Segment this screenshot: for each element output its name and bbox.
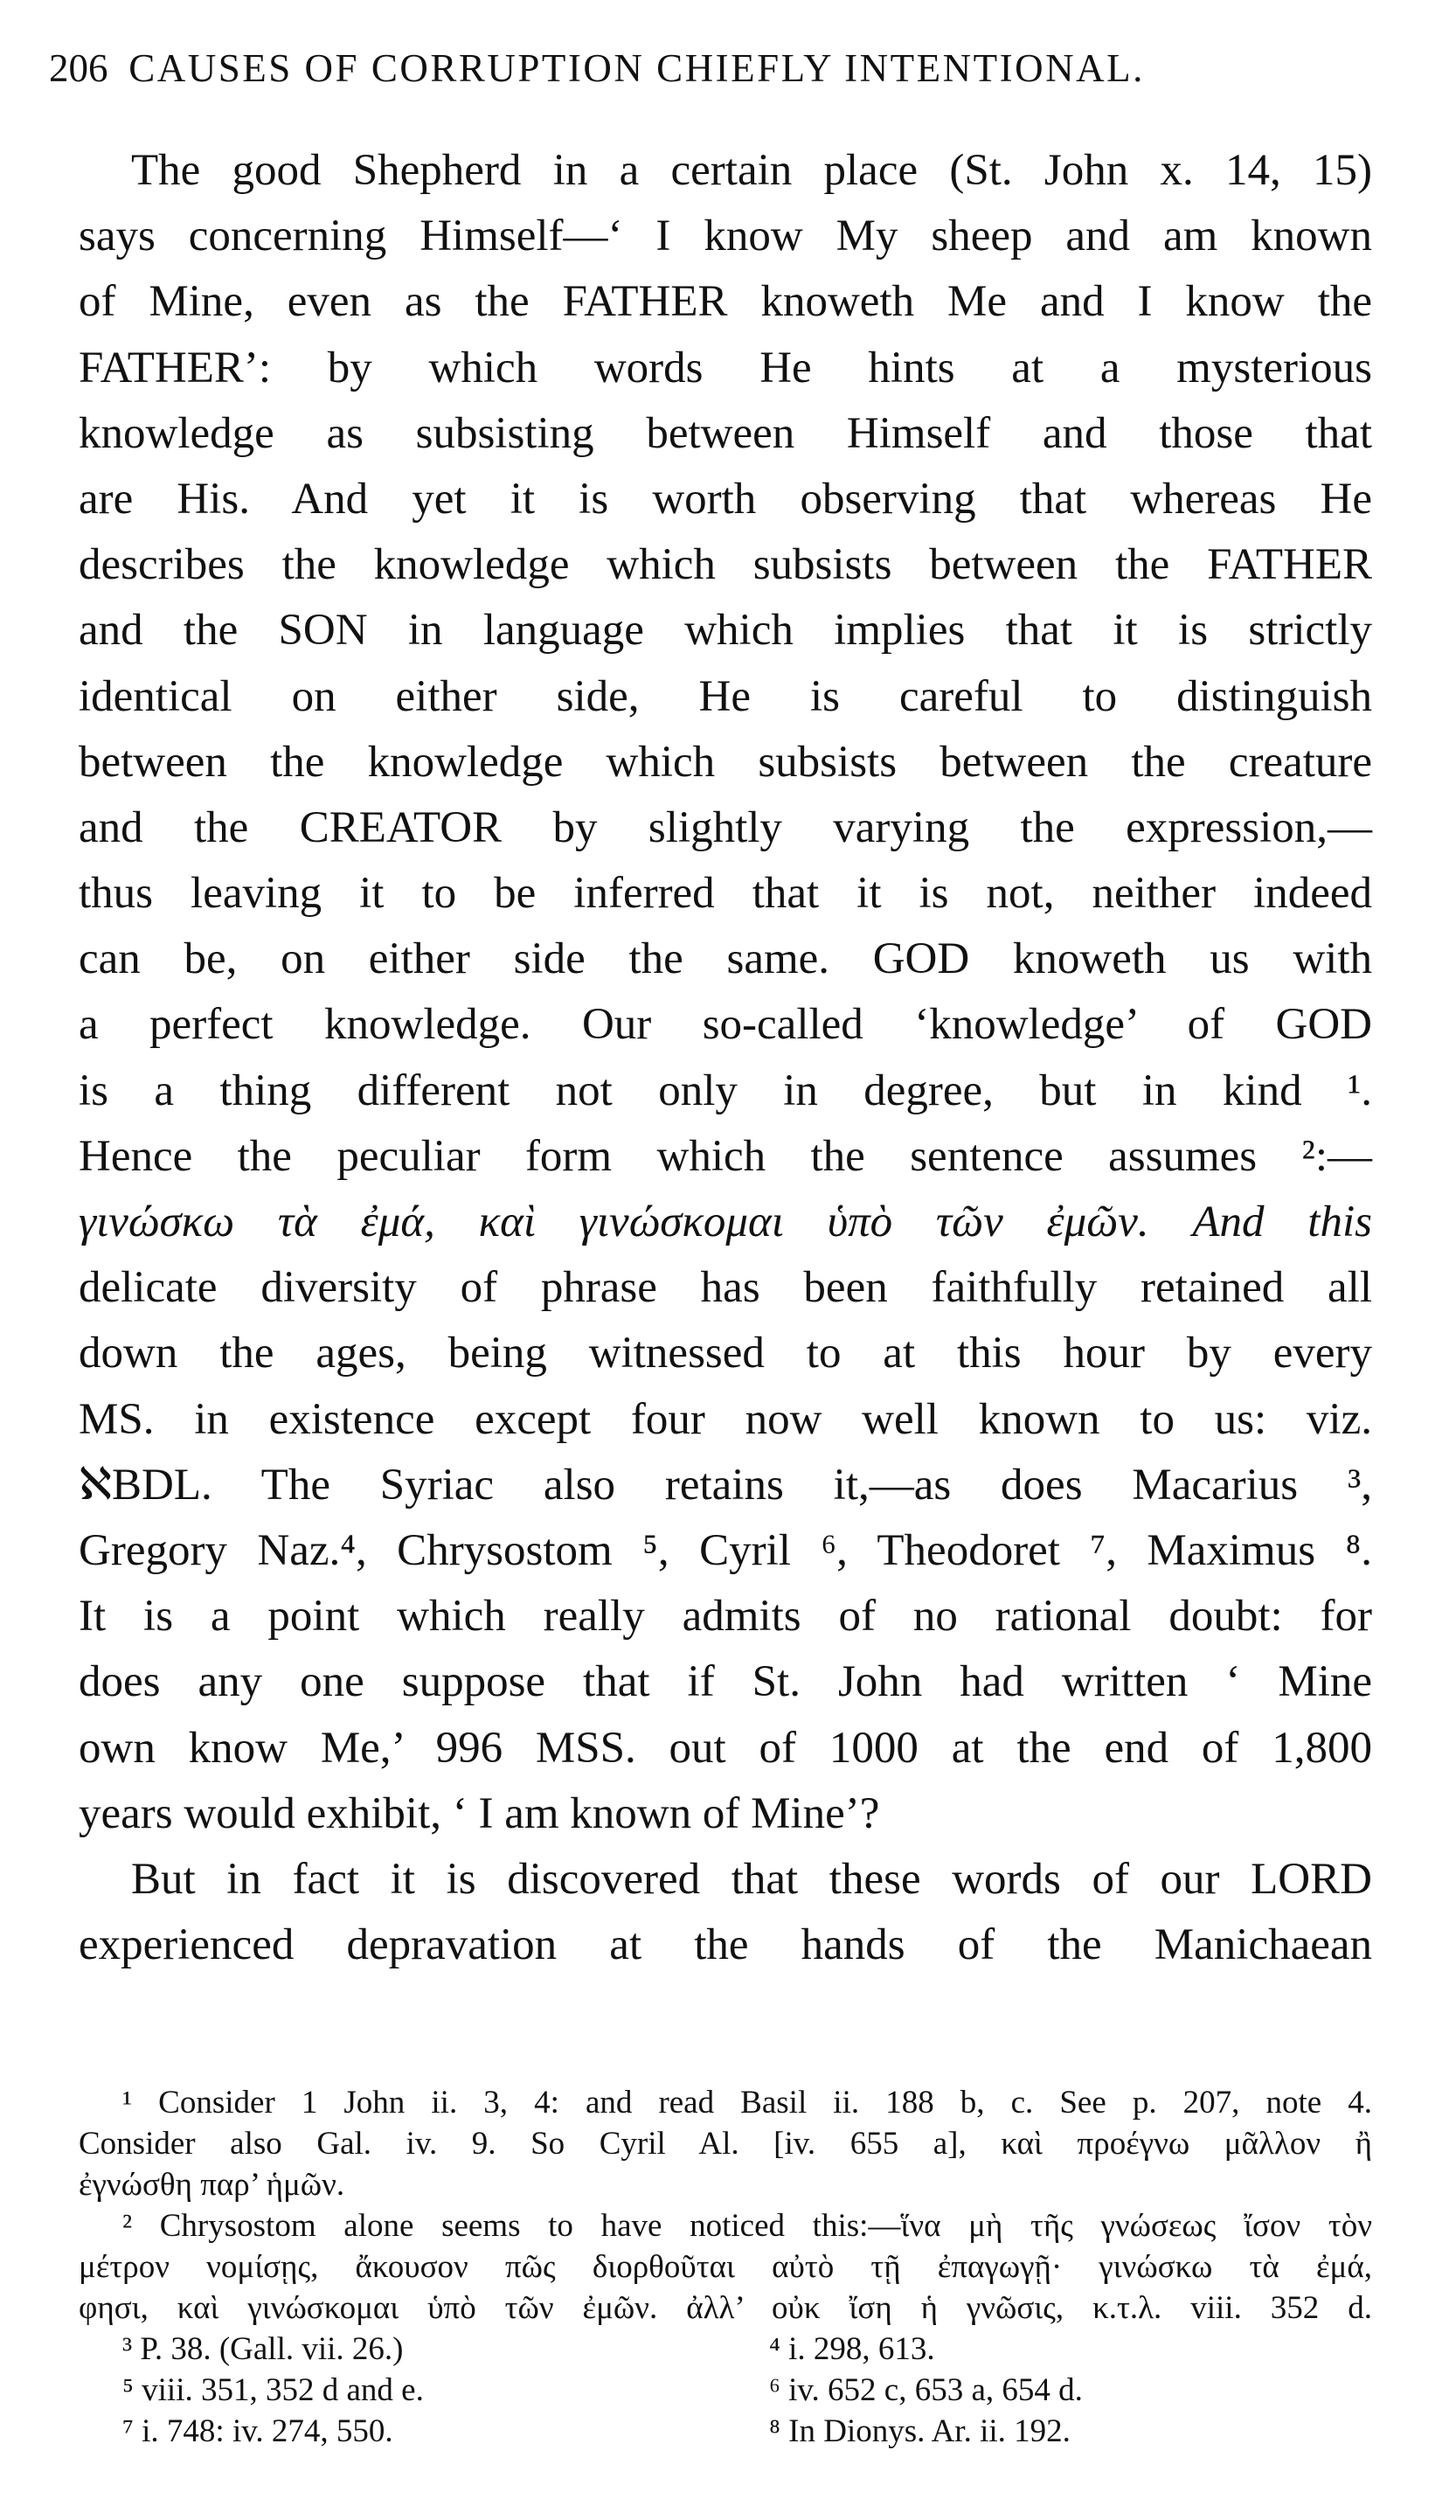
- body-line: down the ages, being witnessed to at this hour by every: [79, 1329, 1372, 1378]
- footnote-reference-grid: [79, 2329, 1372, 2452]
- body-line: Gregory Naz.⁴, Chrysostom ⁵, Cyril ⁶, Theodoret ⁷, Maximus ⁸.: [79, 1525, 1372, 1575]
- body-line: thus leaving it to be inferred that it is not, neither indeed: [79, 869, 1372, 919]
- body-text: [79, 138, 1372, 1978]
- footnote-line: μέτρον νομίσῃς, ἄκουσον πῶς διορθοῦται αὐτὸ τῇ ἐπαγωγῇ· γινώσκω τὰ ἐμά,: [79, 2249, 1372, 2285]
- footnote-ref: ³ P. 38. (Gall. vii. 26.): [122, 2331, 404, 2367]
- body-line: ℵBDL. The Syriac also retains it,—as does Macarius ³,: [79, 1460, 1372, 1510]
- body-line: The good Shepherd in a certain place (St. John x. 14, 15): [131, 146, 1372, 195]
- body-line: identical on either side, He is careful to distinguish: [79, 671, 1372, 721]
- body-line: are His. And yet it is worth observing that whereas He: [79, 474, 1372, 524]
- footnote-line: ¹ Consider 1 John ii. 3, 4: and read Basil ii. 188 b, c. See p. 207, note 4.: [122, 2085, 1372, 2121]
- footnote-line: Consider also Gal. iv. 9. So Cyril Al. [iv. 655 a], καὶ προέγνω μᾶλλον ἢ: [79, 2126, 1372, 2162]
- running-header: [49, 45, 1360, 91]
- body-line: years would exhibit, ‘ I am known of Mine’?: [79, 1788, 880, 1838]
- footnote-line: ἐγνώσθη παρ’ ἡμῶν.: [79, 2167, 345, 2203]
- body-line: and the CREATOR by slightly varying the expression,—: [79, 802, 1372, 852]
- body-line: can be, on either side the same. GOD knoweth us with: [79, 934, 1372, 984]
- footnote-line: φησι, καὶ γινώσκομαι ὑπὸ τῶν ἐμῶν. ἀλλ’ οὐκ ἴση ἡ γνῶσις, κ.τ.λ. viii. 352 d.: [79, 2290, 1372, 2326]
- body-line: It is a point which really admits of no rational doubt: for: [79, 1592, 1372, 1642]
- footnotes: [79, 2082, 1372, 2452]
- body-line: of Mine, even as the FATHER knoweth Me and I know the: [79, 277, 1372, 327]
- body-line: Hence the peculiar form which the sentence assumes ²:—: [79, 1131, 1372, 1181]
- body-line: is a thing different not only in degree, but in kind ¹.: [79, 1066, 1372, 1115]
- body-line: a perfect knowledge. Our so-called ‘knowledge’ of GOD: [79, 1000, 1372, 1050]
- body-line: knowledge as subsisting between Himself and those that: [79, 408, 1372, 458]
- body-line: says concerning Himself—‘ I know My sheep and am known: [79, 212, 1372, 261]
- body-line-greek: γινώσκω τὰ ἐμά, καὶ γινώσκομαι ὑπὸ τῶν ἐμῶν. And this: [79, 1198, 1372, 1246]
- footnote-ref: ⁷ i. 748: iv. 274, 550.: [122, 2413, 393, 2449]
- footnote-line: ² Chrysostom alone seems to have noticed this:—ἵνα μὴ τῆς γνώσεως ἴσον τὸν: [122, 2208, 1372, 2244]
- body-line: does any one suppose that if St. John had written ‘ Mine: [79, 1657, 1372, 1707]
- body-line: FATHER’: by which words He hints at a mysterious: [79, 343, 1372, 392]
- footnote-ref: ⁸ In Dionys. Ar. ii. 192.: [769, 2413, 1071, 2449]
- body-line: describes the knowledge which subsists between the FATHER: [79, 540, 1372, 590]
- footnote-ref: ⁶ iv. 652 c, 653 a, 654 d.: [769, 2372, 1083, 2408]
- running-title: CAUSES OF CORRUPTION CHIEFLY INTENTIONAL.: [128, 46, 1145, 90]
- body-line: MS. in existence except four now well known to us: viz.: [79, 1394, 1372, 1444]
- page-number: 206: [49, 46, 108, 90]
- footnote-ref: ⁵ viii. 351, 352 d and e.: [122, 2372, 424, 2408]
- body-line: between the knowledge which subsists between the creature: [79, 737, 1372, 787]
- body-line: delicate diversity of phrase has been faithfully retained all: [79, 1263, 1372, 1313]
- body-line: and the SON in language which implies that it is strictly: [79, 606, 1372, 656]
- body-line: experienced depravation at the hands of the Manichaean: [79, 1920, 1372, 1970]
- body-line: own know Me,’ 996 MSS. out of 1000 at the end of 1,800: [79, 1723, 1372, 1773]
- body-line: But in fact it is discovered that these words of our LORD: [131, 1854, 1372, 1904]
- footnote-ref: ⁴ i. 298, 613.: [769, 2331, 935, 2367]
